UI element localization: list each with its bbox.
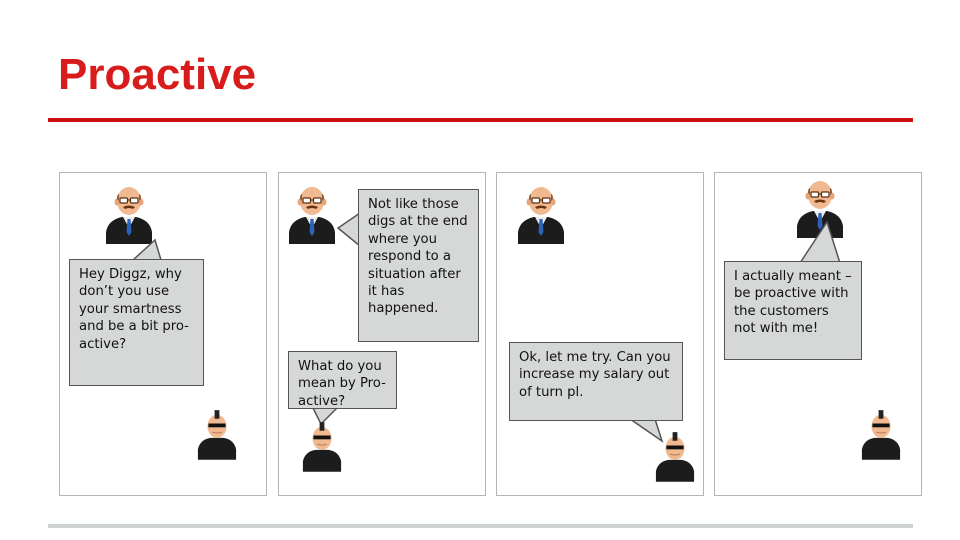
speech-bubble-text: Hey Diggz, why don’t you use your smartness and be a bit pro-active? [79,267,189,352]
speech-bubble-text: Not like those digs at the end where you respond to a situation after it has happened. [368,197,468,317]
speech-bubble-text: Ok, let me try. Can you increase my salary out of turn pl. [519,350,671,400]
footer-divider [48,524,913,528]
speech-bubble-text: I actually meant – be proactive with the customers not with me! [734,269,852,337]
slide-title: Proactive [58,50,257,99]
speech-bubble [724,261,862,360]
worker-character-icon [860,408,902,460]
speech-bubble-text: What do you mean by Pro-active? [298,359,386,409]
